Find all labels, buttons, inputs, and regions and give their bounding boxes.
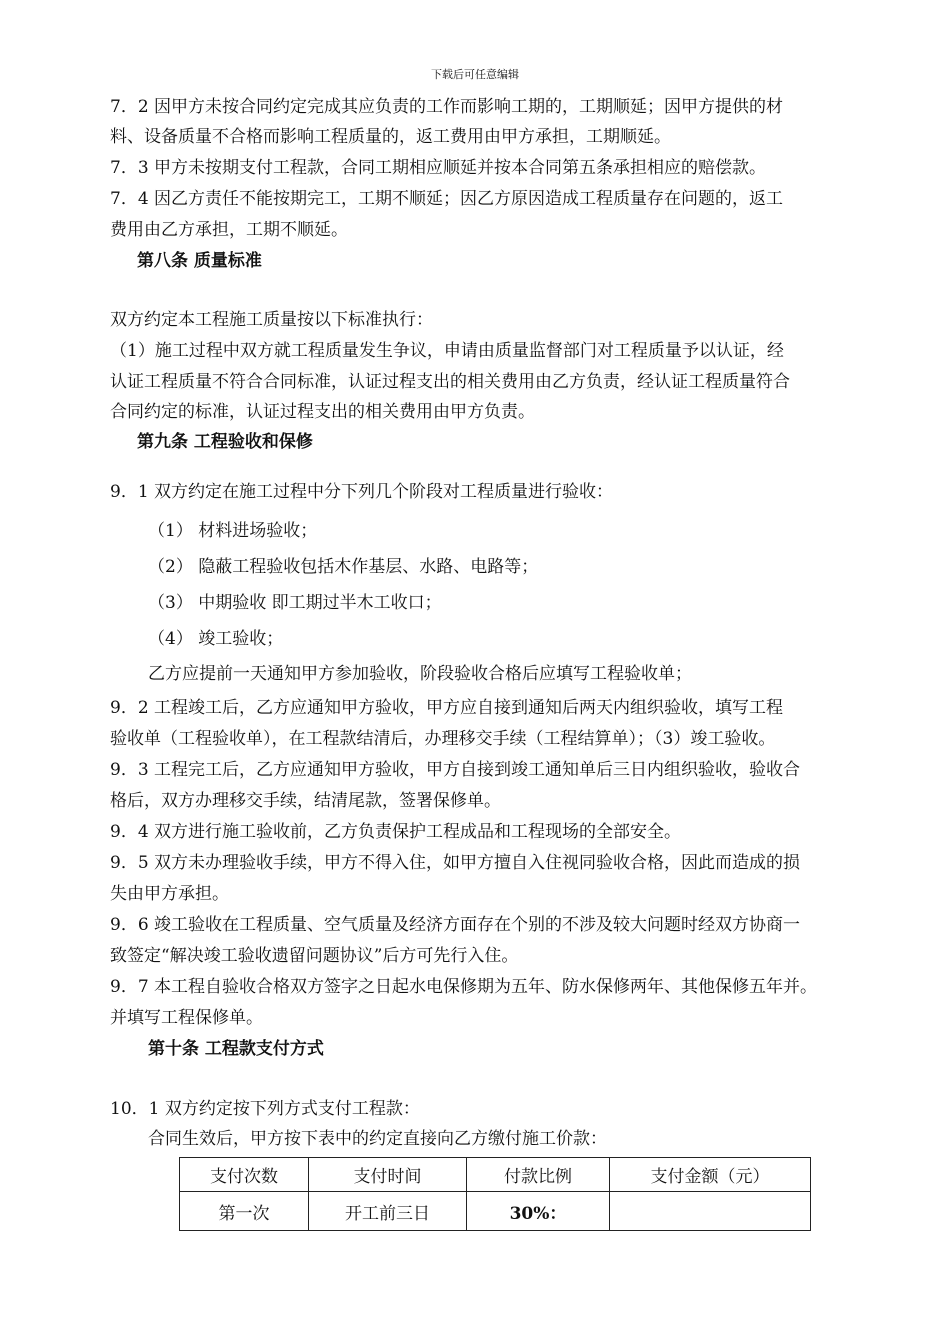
clause-line: 7．4 因乙方责任不能按期完工，工期不顺延；因乙方原因造成工程质量存在问题的，返工 bbox=[110, 189, 784, 209]
page-header: 下载后可任意编辑 bbox=[431, 68, 519, 81]
section-heading-8: 第八条 质量标准 bbox=[137, 251, 262, 271]
section-heading-10: 第十条 工程款支付方式 bbox=[148, 1039, 324, 1059]
clause-line: 料、设备质量不合格而影响工程质量的，返工费用由甲方承担，工期顺延。 bbox=[110, 127, 671, 147]
clause-line: 9．3 工程完工后，乙方应通知甲方验收，甲方自接到竣工通知单后三日内组织验收，验收合 bbox=[110, 760, 801, 780]
clause-line: 费用由乙方承担，工期不顺延。 bbox=[110, 220, 348, 240]
table-cell bbox=[610, 1192, 811, 1231]
list-item: （3） 中期验收 即工期过半木工收口； bbox=[148, 593, 442, 613]
clause-line: 9．7 本工程自验收合格双方签字之日起水电保修期为五年、防水保修两年、其他保修五年并。 bbox=[110, 977, 818, 997]
clause-line: 验收单（工程验收单），在工程款结清后，办理移交手续（工程结算单）；（3）竣工验收。 bbox=[110, 729, 776, 749]
clause-line: 格后，双方办理移交手续，结清尾款，签署保修单。 bbox=[110, 791, 501, 811]
clause-line: 7．3 甲方未按期支付工程款，合同工期相应顺延并按本合同第五条承担相应的赔偿款。 bbox=[110, 158, 767, 178]
clause-line: 双方约定本工程施工质量按以下标准执行： bbox=[110, 310, 433, 330]
table-header-row bbox=[180, 1158, 811, 1192]
payment-table bbox=[179, 1157, 811, 1231]
clause-line: 合同生效后，甲方按下表中的约定直接向乙方缴付施工价款： bbox=[148, 1129, 607, 1149]
table-cell: 30%： bbox=[467, 1192, 610, 1231]
list-item: （1） 材料进场验收； bbox=[148, 521, 318, 541]
clause-line: 10．1 双方约定按下列方式支付工程款： bbox=[110, 1099, 420, 1119]
clause-line: 9．5 双方未办理验收手续，甲方不得入住，如甲方擅自入住视同验收合格，因此而造成的损 bbox=[110, 853, 801, 873]
clause-line: （1）施工过程中双方就工程质量发生争议，申请由质量监督部门对工程质量予以认证，经 bbox=[110, 341, 784, 361]
list-item: （4） 竣工验收； bbox=[148, 629, 284, 649]
clause-line: 并填写工程保修单。 bbox=[110, 1008, 263, 1028]
table-header-cell: 支付次数 bbox=[180, 1158, 309, 1192]
table-header-cell: 支付金额（元） bbox=[610, 1158, 811, 1192]
list-item: （2） 隐蔽工程验收包括木作基层、水路、电路等； bbox=[148, 557, 539, 577]
table-cell: 开工前三日 bbox=[309, 1192, 467, 1231]
clause-line: 9．1 双方约定在施工过程中分下列几个阶段对工程质量进行验收： bbox=[110, 482, 614, 502]
section-heading-9: 第九条 工程验收和保修 bbox=[137, 432, 313, 452]
clause-line: 认证工程质量不符合合同标准，认证过程支出的相关费用由乙方负责，经认证工程质量符合 bbox=[110, 372, 790, 392]
clause-line: 致签定“解决竣工验收遗留问题协议”后方可先行入住。 bbox=[110, 946, 519, 966]
clause-line: 9．6 竣工验收在工程质量、空气质量及经济方面存在个别的不涉及较大问题时经双方协商一 bbox=[110, 915, 801, 935]
table-header-cell: 支付时间 bbox=[309, 1158, 467, 1192]
table-cell: 第一次 bbox=[180, 1192, 309, 1231]
table-header-cell: 付款比例 bbox=[467, 1158, 610, 1192]
clause-line: 9．4 双方进行施工验收前，乙方负责保护工程成品和工程现场的全部安全。 bbox=[110, 822, 682, 842]
table-row bbox=[180, 1192, 811, 1231]
clause-line: 7．2 因甲方未按合同约定完成其应负责的工作而影响工期的，工期顺延；因甲方提供的材 bbox=[110, 97, 784, 117]
clause-line: 9．2 工程竣工后，乙方应通知甲方验收，甲方应自接到通知后两天内组织验收，填写工程 bbox=[110, 698, 784, 718]
clause-line: 乙方应提前一天通知甲方参加验收，阶段验收合格后应填写工程验收单； bbox=[148, 664, 692, 684]
clause-line: 合同约定的标准，认证过程支出的相关费用由甲方负责。 bbox=[110, 402, 535, 422]
clause-line: 失由甲方承担。 bbox=[110, 884, 229, 904]
